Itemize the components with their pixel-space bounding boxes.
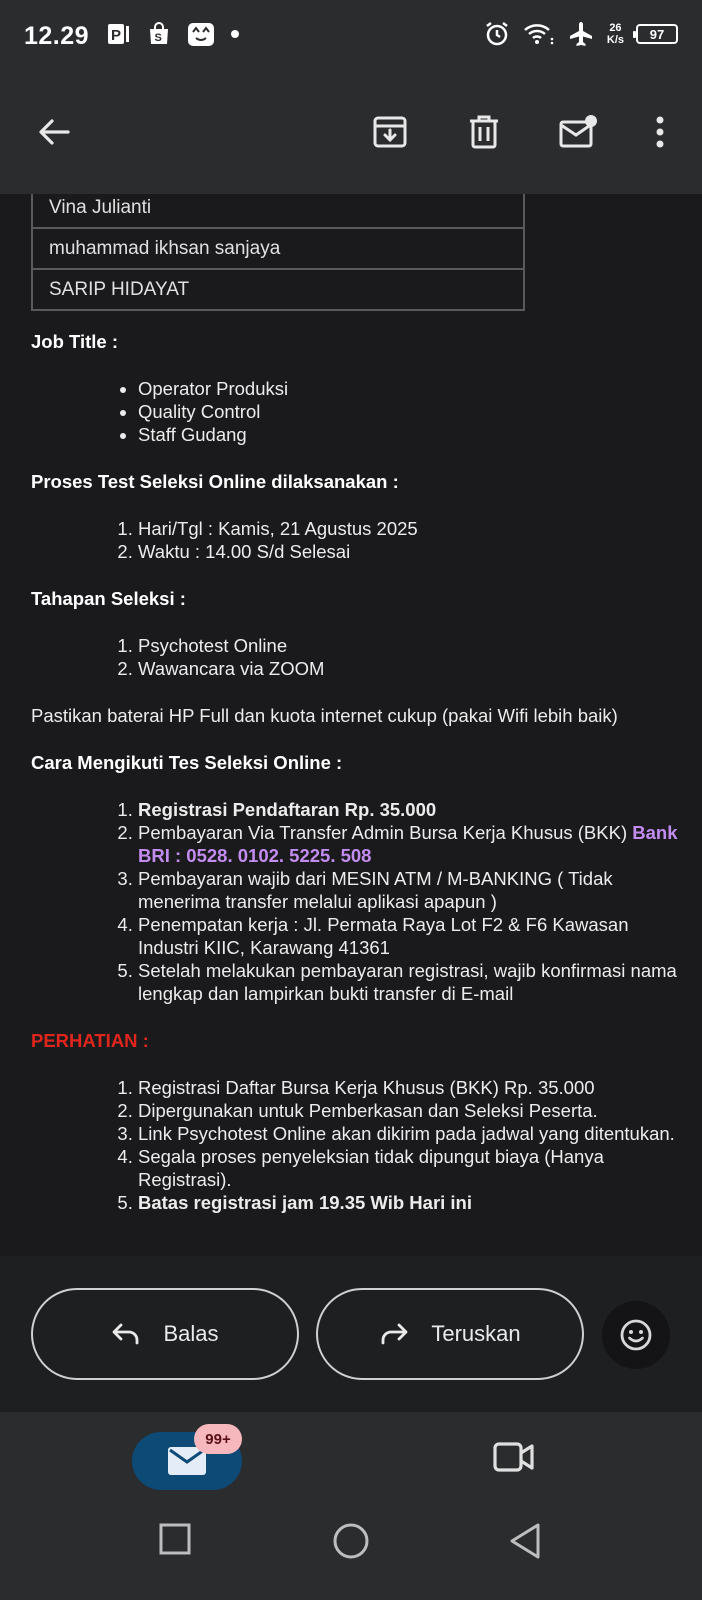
list-item: 1. Hari/Tgl : Kamis, 21 Agustus 2025 (138, 517, 681, 540)
list-item: • Staff Gudang (138, 423, 681, 446)
list-item: 3. Link Psychotest Online akan dikirim pada jadwal yang ditentukan. (138, 1122, 681, 1145)
howto-list (138, 798, 681, 1005)
video-camera-icon (492, 1440, 536, 1474)
job-title-list (138, 377, 681, 446)
job-title-heading: Job Title : (31, 331, 119, 352)
forward-icon (379, 1322, 409, 1346)
svg-text:P: P (111, 27, 122, 44)
registration-deadline: Batas registrasi jam 19.35 Wib Hari ini (138, 1192, 473, 1213)
table-row (32, 228, 524, 269)
trash-icon (467, 114, 501, 150)
alarm-icon (483, 20, 511, 48)
mark-unread-button[interactable] (554, 108, 602, 156)
back-arrow-icon (36, 114, 72, 150)
more-options-button[interactable] (636, 108, 684, 156)
nav-meet-tab[interactable] (492, 1440, 536, 1479)
circle-icon (332, 1522, 370, 1560)
forward-label: Teruskan (431, 1321, 521, 1346)
list-item: 2. Wawancara via ZOOM (138, 657, 681, 680)
howto-heading: Cara Mengikuti Tes Seleksi Online : (31, 752, 343, 773)
recipient-table (31, 194, 525, 311)
unread-count-badge: 99+ (194, 1424, 242, 1454)
reply-actions (0, 1256, 702, 1412)
dot-icon (230, 29, 240, 39)
home-button[interactable] (332, 1522, 370, 1565)
airplane-mode-icon (567, 20, 595, 48)
list-item: 4. Segala proses penyeleksian tidak dipungut biaya (Hanya Registrasi). (138, 1145, 681, 1191)
reply-label: Balas (163, 1321, 219, 1346)
network-speed-value: 26 (609, 22, 622, 34)
emoji-reaction-button[interactable] (602, 1301, 670, 1369)
network-speed (607, 22, 624, 46)
bank-account: Bank BRI : 0528. 0102. 5225. 508 (138, 822, 678, 866)
recipient-name: SARIP HIDAYAT (32, 269, 524, 310)
network-speed-unit: K/s (606, 34, 624, 46)
list-item: 5. Setelah melakukan pembayaran registrasi, wajib konfirmasi nama lengkap dan lampirkan bukti transfer di E-mail (138, 959, 681, 1005)
reply-icon (111, 1322, 141, 1346)
stages-list (138, 634, 681, 680)
payment-text: Pembayaran Via Transfer Admin Bursa Kerja Khusus (BKK) (138, 822, 633, 843)
list-item: 1. Registrasi Daftar Bursa Kerja Khusus (BKK) Rp. 35.000 (138, 1076, 681, 1099)
battery-level: 97 (649, 26, 665, 42)
more-vertical-icon (654, 114, 666, 150)
list-item (138, 1191, 681, 1214)
list-item: • Quality Control (138, 400, 681, 423)
recents-button[interactable] (158, 1522, 192, 1561)
list-item: 3. Pembayaran wajib dari MESIN ATM / M-BANKING ( Tidak menerima transfer melalui aplikasi apapun ) (138, 867, 681, 913)
triangle-back-icon (508, 1522, 542, 1560)
email-body[interactable] (0, 194, 702, 1256)
email-toolbar (0, 72, 702, 194)
schedule-list (138, 517, 681, 563)
list-item: • Operator Produksi (138, 377, 681, 400)
delete-button[interactable] (460, 108, 508, 156)
forward-button[interactable] (316, 1288, 584, 1380)
archive-button[interactable] (366, 108, 414, 156)
list-item: 1. Psychotest Online (138, 634, 681, 657)
svg-text:S: S (154, 32, 162, 44)
recipient-name: muhammad ikhsan sanjaya (32, 228, 524, 269)
status-bar (0, 0, 702, 72)
recipient-name: Vina Julianti (32, 194, 524, 228)
registration-fee: Registrasi Pendaftaran Rp. 35.000 (138, 799, 437, 820)
table-row (32, 269, 524, 310)
reply-button[interactable] (31, 1288, 299, 1380)
back-button[interactable] (30, 108, 78, 156)
list-item (138, 798, 681, 821)
system-status-icons (483, 20, 678, 48)
attention-heading: PERHATIAN : (31, 1030, 149, 1051)
system-back-button[interactable] (508, 1522, 542, 1565)
table-row (32, 194, 524, 228)
square-icon (158, 1522, 192, 1556)
smiley-icon (619, 1318, 653, 1352)
wifi-icon (523, 21, 555, 47)
list-item: 2. Waktu : 14.00 S/d Selesai (138, 540, 681, 563)
schedule-heading: Proses Test Seleksi Online dilaksanakan : (31, 471, 399, 492)
cat-app-icon (186, 20, 216, 48)
list-item: 4. Penempatan kerja : Jl. Permata Raya Lot F2 & F6 Kawasan Industri KIIC, Karawang 41361 (138, 913, 681, 959)
mail-unread-icon (558, 114, 598, 150)
attention-list (138, 1076, 681, 1214)
notification-icons (106, 20, 240, 48)
email-message (31, 330, 681, 1238)
stages-heading: Tahapan Seleksi : (31, 588, 186, 609)
battery-note: Pastikan baterai HP Full dan kuota internet cukup (pakai Wifi lebih baik) (31, 705, 618, 726)
bottom-navigation (0, 1412, 702, 1600)
list-item (138, 821, 681, 867)
list-item: 2. Dipergunakan untuk Pemberkasan dan Seleksi Peserta. (138, 1099, 681, 1122)
status-time: 12.29 (24, 22, 90, 50)
parking-app-icon (106, 21, 132, 47)
archive-icon (372, 114, 408, 150)
shopping-bag-icon (146, 21, 172, 47)
battery-indicator (636, 24, 678, 44)
